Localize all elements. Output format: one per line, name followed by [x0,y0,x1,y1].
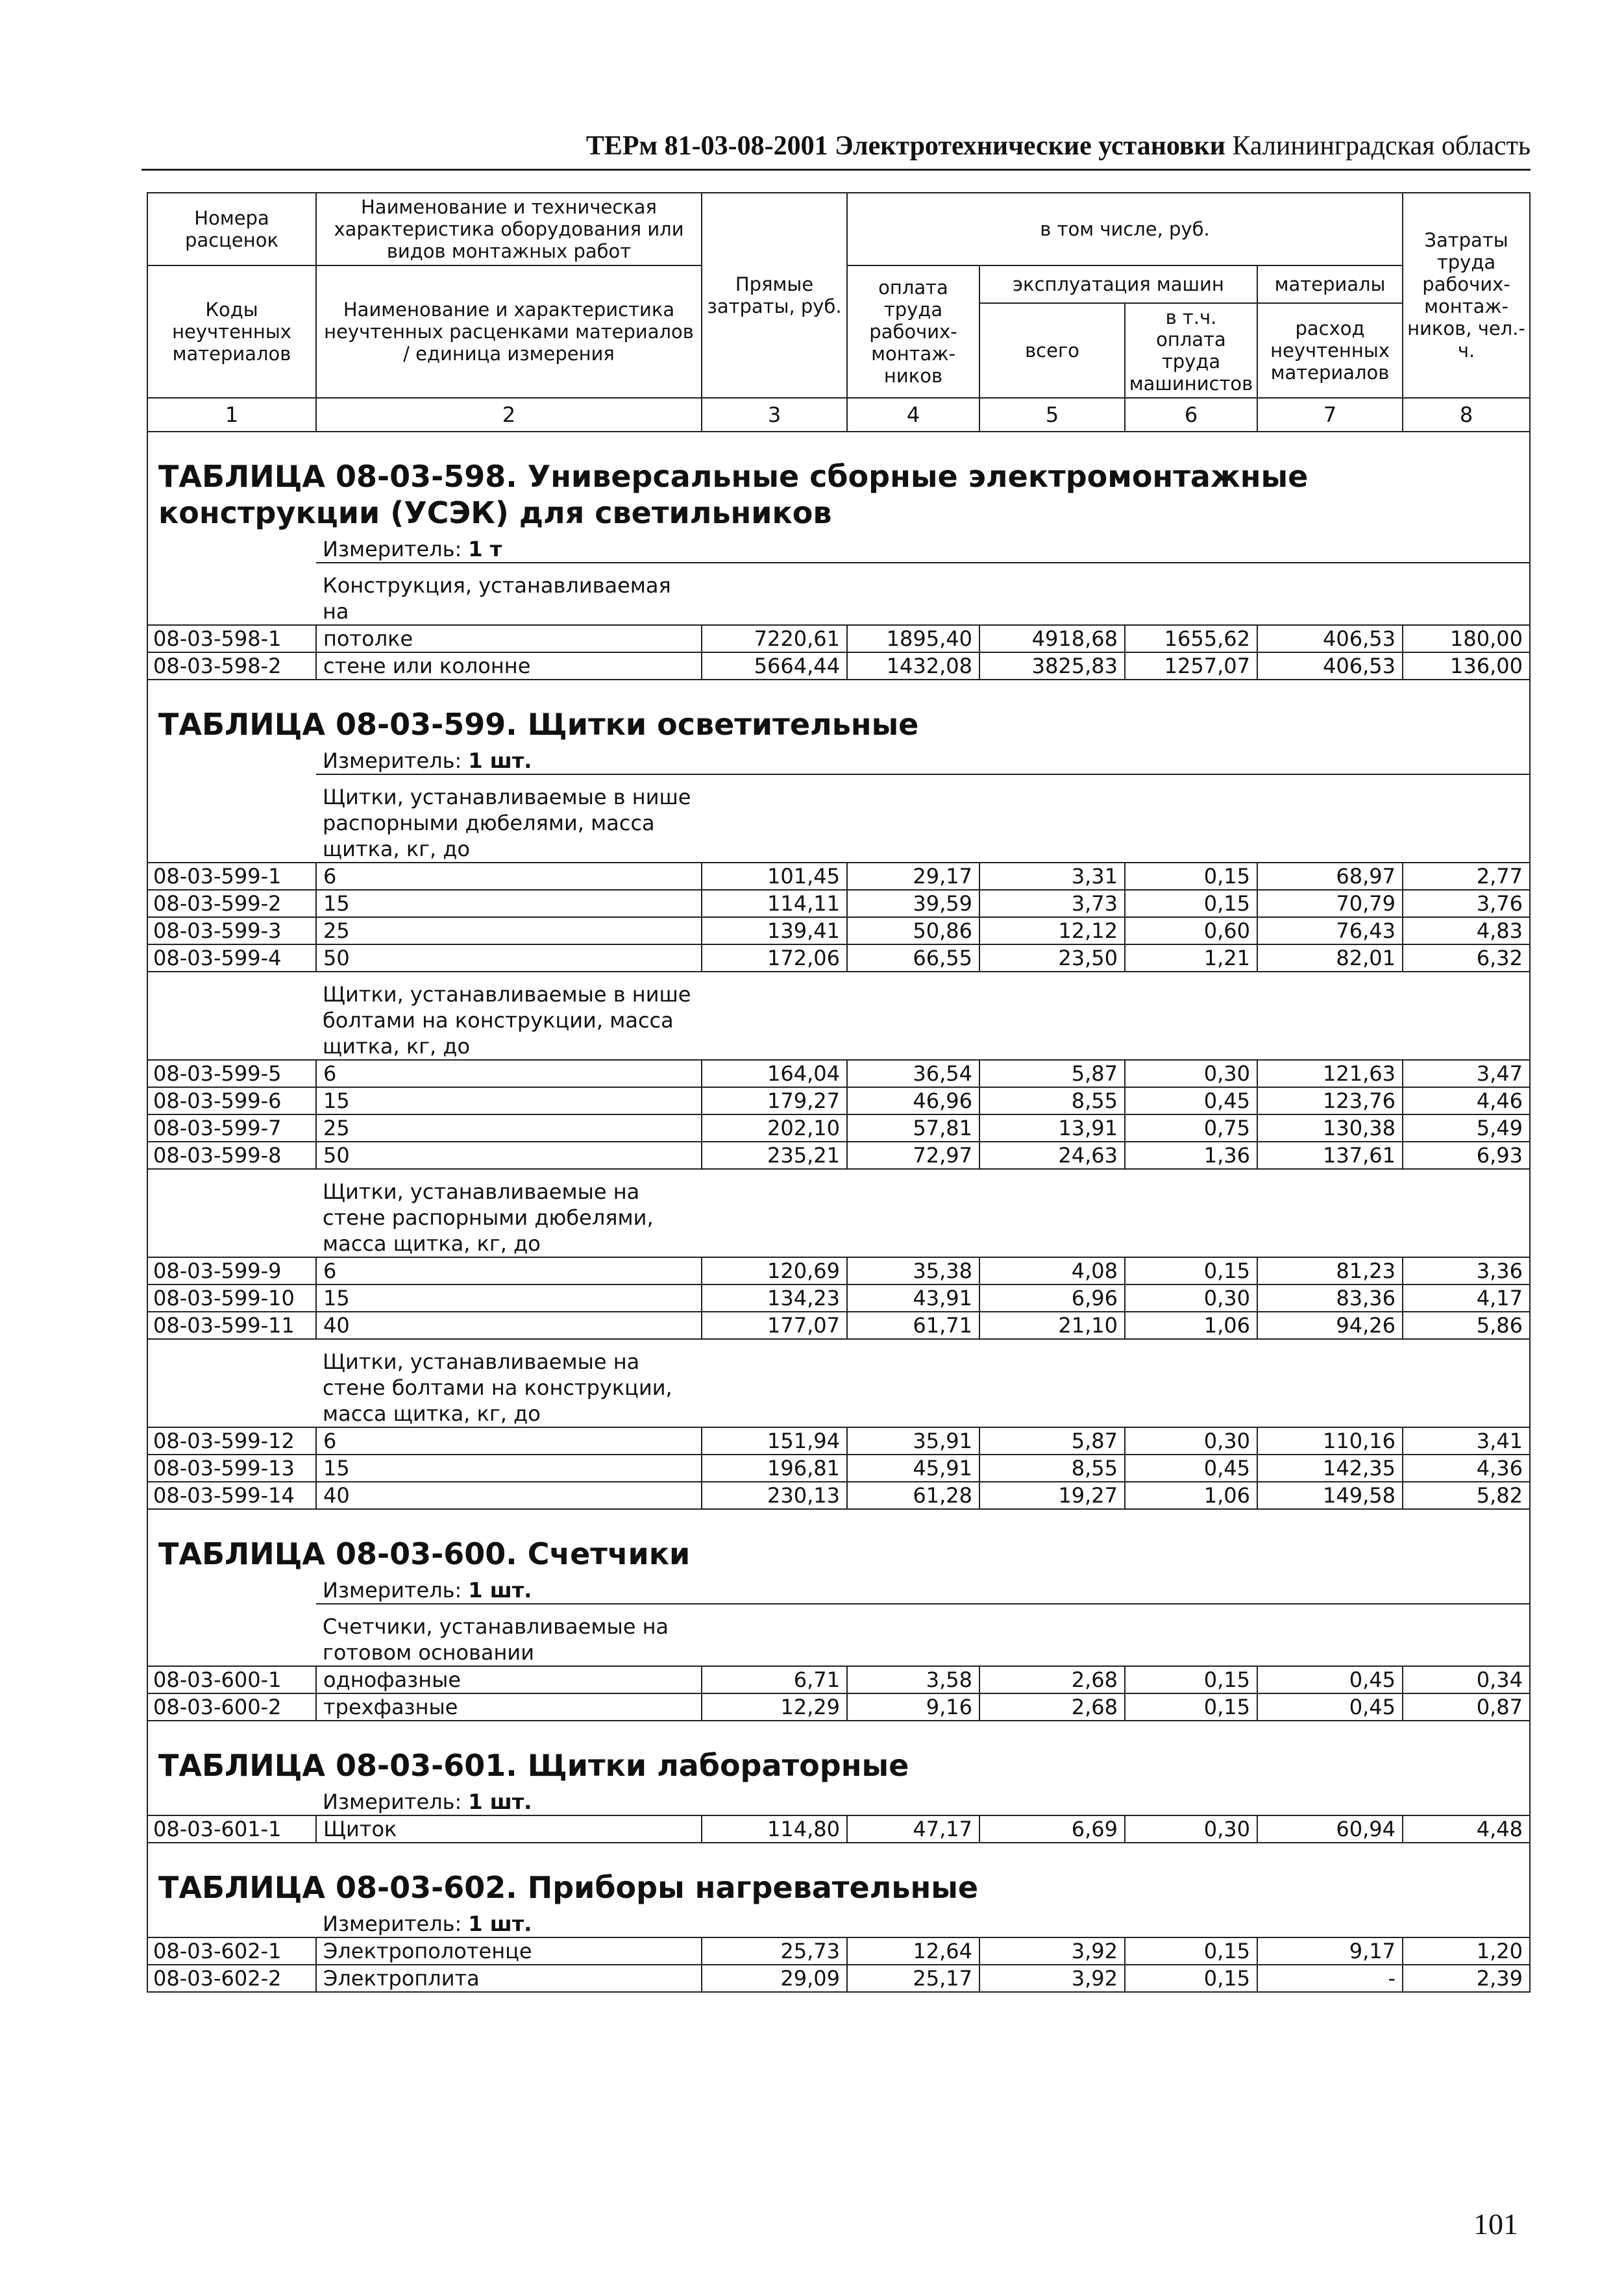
measure-row [147,1789,1530,1815]
section-title-row [147,1843,1530,1911]
col-wages-header: оплата труда рабочих-монтаж-ников [847,265,979,398]
worker-wages: 1432,08 [847,652,979,680]
labor-hours: 5,86 [1403,1312,1530,1339]
labor-hours: 4,36 [1403,1455,1530,1482]
direct-costs: 139,41 [702,917,847,944]
labor-hours: 3,36 [1403,1257,1530,1284]
rate-code: 08-03-599-10 [147,1284,316,1312]
rate-code: 08-03-599-6 [147,1087,316,1114]
measure-label: Измеритель: [323,1789,462,1814]
col-number: 3 [702,398,847,432]
col-machinists-wages-header: в т.ч. оплата труда машинистов [1125,303,1257,398]
measure-cell [316,1911,1530,1937]
col-number: 4 [847,398,979,432]
labor-hours: 180,00 [1403,625,1530,652]
item-name: 6 [316,1427,702,1455]
rate-code: 08-03-598-2 [147,652,316,680]
material-use: 137,61 [1257,1142,1403,1169]
table-row [147,1257,1530,1284]
direct-costs: 151,94 [702,1427,847,1455]
direct-costs: 120,69 [702,1257,847,1284]
worker-wages: 66,55 [847,944,979,972]
direct-costs: 196,81 [702,1455,847,1482]
machines-total: 8,55 [979,1087,1125,1114]
item-name: 50 [316,944,702,972]
item-name: 6 [316,1060,702,1087]
section-title-row [147,432,1530,536]
column-numbers-row [147,398,1530,432]
table-row [147,863,1530,890]
rate-code: 08-03-599-5 [147,1060,316,1087]
material-use: 83,36 [1257,1284,1403,1312]
item-name: 15 [316,1284,702,1312]
machinist-wages: 1,21 [1125,944,1257,972]
item-name: 6 [316,1257,702,1284]
item-name: 25 [316,917,702,944]
labor-hours: 6,93 [1403,1142,1530,1169]
rate-code: 08-03-599-3 [147,917,316,944]
table-row [147,1142,1530,1169]
header-region: Калининградская область [1232,131,1531,161]
desc-spacer [702,774,1530,863]
table-row [147,944,1530,972]
labor-hours: 4,48 [1403,1815,1530,1843]
col-number: 2 [316,398,702,432]
worker-wages: 29,17 [847,863,979,890]
machines-total: 13,91 [979,1114,1125,1142]
item-name: потолке [316,625,702,652]
direct-costs: 114,11 [702,890,847,917]
worker-wages: 57,81 [847,1114,979,1142]
table-row [147,1937,1530,1965]
measure-spacer [147,1789,316,1815]
desc-spacer [702,563,1530,625]
group-description: Щитки, устанавливаемые в нише болтами на конструкции, масса щитка, кг, до [316,972,702,1060]
measure-row [147,536,1530,563]
col-name-header: Наименование и техническая характеристика оборудования или видов монтажных работ [316,193,702,265]
running-header [141,130,1531,171]
worker-wages: 50,86 [847,917,979,944]
measure-value: 1 шт. [468,1789,532,1814]
worker-wages: 9,16 [847,1693,979,1721]
col-material-codes-header: Коды неучтенных материалов [147,265,316,398]
machines-total: 6,69 [979,1815,1125,1843]
col-materials-header: материалы [1257,265,1403,303]
col-machines-header: эксплуатация машин [979,265,1257,303]
machinist-wages: 0,15 [1125,1965,1257,1992]
worker-wages: 39,59 [847,890,979,917]
table-row [147,1427,1530,1455]
table-body [147,432,1530,1992]
worker-wages: 35,91 [847,1427,979,1455]
section-title: ТАБЛИЦА 08-03-598. Универсальные сборные электромонтажные конструкции (УСЭК) для светильников [147,432,1530,536]
direct-costs: 7220,61 [702,625,847,652]
direct-costs: 164,04 [702,1060,847,1087]
col-number: 5 [979,398,1125,432]
material-use: 70,79 [1257,890,1403,917]
rate-code: 08-03-599-14 [147,1482,316,1509]
material-use: 149,58 [1257,1482,1403,1509]
direct-costs: 230,13 [702,1482,847,1509]
item-name: однофазные [316,1666,702,1693]
table-row [147,890,1530,917]
worker-wages: 12,64 [847,1937,979,1965]
desc-spacer [702,1169,1530,1257]
machines-total: 4918,68 [979,625,1125,652]
labor-hours: 5,49 [1403,1114,1530,1142]
measure-value: 1 т [468,537,502,561]
rate-code: 08-03-600-1 [147,1666,316,1693]
group-description-row [147,1604,1530,1666]
measure-cell [316,1789,1530,1815]
section-title: ТАБЛИЦА 08-03-599. Щитки осветительные [147,680,1530,748]
desc-spacer [702,972,1530,1060]
group-description-row [147,972,1530,1060]
machinist-wages: 0,15 [1125,890,1257,917]
direct-costs: 5664,44 [702,652,847,680]
worker-wages: 45,91 [847,1455,979,1482]
direct-costs: 29,09 [702,1965,847,1992]
group-description: Щитки, устанавливаемые на стене распорными дюбелями, масса щитка, кг, до [316,1169,702,1257]
col-codes-header: Номера расценок [147,193,316,265]
machinist-wages: 1257,07 [1125,652,1257,680]
worker-wages: 43,91 [847,1284,979,1312]
worker-wages: 61,28 [847,1482,979,1509]
group-description-row [147,774,1530,863]
rate-code: 08-03-601-1 [147,1815,316,1843]
rate-code: 08-03-599-9 [147,1257,316,1284]
machines-total: 5,87 [979,1060,1125,1087]
desc-spacer [147,972,316,1060]
rate-code: 08-03-599-1 [147,863,316,890]
machinist-wages: 0,30 [1125,1815,1257,1843]
rate-code: 08-03-599-13 [147,1455,316,1482]
machinist-wages: 0,15 [1125,1257,1257,1284]
direct-costs: 177,07 [702,1312,847,1339]
section-title-row [147,680,1530,748]
desc-spacer [147,1169,316,1257]
direct-costs: 101,45 [702,863,847,890]
rate-code: 08-03-599-7 [147,1114,316,1142]
machinist-wages: 0,60 [1125,917,1257,944]
rate-code: 08-03-599-12 [147,1427,316,1455]
measure-row [147,1577,1530,1604]
direct-costs: 12,29 [702,1693,847,1721]
item-name: Электрополотенце [316,1937,702,1965]
machines-total: 8,55 [979,1455,1125,1482]
col-number: 6 [1125,398,1257,432]
desc-spacer [147,774,316,863]
table-row [147,1114,1530,1142]
col-group-header: в том числе, руб. [847,193,1403,265]
rate-code: 08-03-602-2 [147,1965,316,1992]
machinist-wages: 0,45 [1125,1455,1257,1482]
machines-total: 2,68 [979,1693,1125,1721]
item-name: 40 [316,1482,702,1509]
section-title: ТАБЛИЦА 08-03-602. Приборы нагревательные [147,1843,1530,1911]
measure-label: Измеритель: [323,1578,462,1603]
item-name: Электроплита [316,1965,702,1992]
machinist-wages: 0,15 [1125,1693,1257,1721]
labor-hours: 136,00 [1403,652,1530,680]
measure-label: Измеритель: [323,1911,462,1936]
item-name: 50 [316,1142,702,1169]
labor-hours: 0,34 [1403,1666,1530,1693]
table-row [147,1666,1530,1693]
direct-costs: 179,27 [702,1087,847,1114]
measure-row [147,1911,1530,1937]
measure-spacer [147,1911,316,1937]
labor-hours: 4,83 [1403,917,1530,944]
machinist-wages: 1,36 [1125,1142,1257,1169]
worker-wages: 3,58 [847,1666,979,1693]
rates-table [147,192,1531,1993]
rate-code: 08-03-599-4 [147,944,316,972]
machines-total: 21,10 [979,1312,1125,1339]
table-head [147,193,1530,432]
rate-code: 08-03-599-8 [147,1142,316,1169]
labor-hours: 1,20 [1403,1937,1530,1965]
measure-cell [316,536,1530,563]
group-description: Щитки, устанавливаемые в нише распорными дюбелями, масса щитка, кг, до [316,774,702,863]
item-name: стене или колонне [316,652,702,680]
worker-wages: 72,97 [847,1142,979,1169]
col-material-name-header: Наименование и характеристика неучтенных расценками материалов / единица измерения [316,265,702,398]
machinist-wages: 0,75 [1125,1114,1257,1142]
material-use: 406,53 [1257,652,1403,680]
rate-code: 08-03-599-11 [147,1312,316,1339]
machinist-wages: 1,06 [1125,1482,1257,1509]
table-row [147,1482,1530,1509]
labor-hours: 3,47 [1403,1060,1530,1087]
col-number: 8 [1403,398,1530,432]
item-name: трехфазные [316,1693,702,1721]
measure-label: Измеритель: [323,748,462,773]
item-name: 40 [316,1312,702,1339]
labor-hours: 2,77 [1403,863,1530,890]
direct-costs: 202,10 [702,1114,847,1142]
labor-hours: 3,76 [1403,890,1530,917]
col-labor-header: Затраты труда рабочих-монтаж-ников, чел.-ч. [1403,193,1530,398]
material-use: 406,53 [1257,625,1403,652]
machines-total: 6,96 [979,1284,1125,1312]
material-use: - [1257,1965,1403,1992]
machines-total: 12,12 [979,917,1125,944]
rate-code: 08-03-599-2 [147,890,316,917]
desc-spacer [702,1339,1530,1427]
worker-wages: 25,17 [847,1965,979,1992]
machines-total: 3,31 [979,863,1125,890]
machinist-wages: 0,15 [1125,1666,1257,1693]
group-description-row [147,1169,1530,1257]
measure-cell [316,748,1530,774]
machines-total: 5,87 [979,1427,1125,1455]
group-description: Счетчики, устанавливаемые на готовом основании [316,1604,702,1666]
item-name: 15 [316,1087,702,1114]
labor-hours: 0,87 [1403,1693,1530,1721]
machines-total: 3825,83 [979,652,1125,680]
group-description: Щитки, устанавливаемые на стене болтами на конструкции, масса щитка, кг, до [316,1339,702,1427]
desc-spacer [702,1604,1530,1666]
group-description: Конструкция, устанавливаемая на [316,563,702,625]
table-row [147,1060,1530,1087]
header-title: ТЕРм 81-03-08-2001 Электротехнические установки [585,131,1225,161]
col-number: 7 [1257,398,1403,432]
labor-hours: 5,82 [1403,1482,1530,1509]
machinist-wages: 0,30 [1125,1060,1257,1087]
material-use: 94,26 [1257,1312,1403,1339]
table-row [147,1693,1530,1721]
labor-hours: 2,39 [1403,1965,1530,1992]
machinist-wages: 0,45 [1125,1087,1257,1114]
material-use: 130,38 [1257,1114,1403,1142]
material-use: 9,17 [1257,1937,1403,1965]
col-number: 1 [147,398,316,432]
section-title: ТАБЛИЦА 08-03-601. Щитки лабораторные [147,1721,1530,1789]
machinist-wages: 0,30 [1125,1284,1257,1312]
measure-row [147,748,1530,774]
rate-code: 08-03-600-2 [147,1693,316,1721]
item-name: 15 [316,890,702,917]
material-use: 81,23 [1257,1257,1403,1284]
table-row [147,1455,1530,1482]
machinist-wages: 1655,62 [1125,625,1257,652]
measure-value: 1 шт. [468,748,532,773]
material-use: 76,43 [1257,917,1403,944]
item-name: 6 [316,863,702,890]
machines-total: 2,68 [979,1666,1125,1693]
material-use: 110,16 [1257,1427,1403,1455]
machinist-wages: 1,06 [1125,1312,1257,1339]
table-row [147,1312,1530,1339]
machines-total: 19,27 [979,1482,1125,1509]
machines-total: 3,92 [979,1937,1125,1965]
desc-spacer [147,563,316,625]
material-use: 121,63 [1257,1060,1403,1087]
measure-label: Измеритель: [323,537,462,561]
direct-costs: 134,23 [702,1284,847,1312]
material-use: 82,01 [1257,944,1403,972]
material-use: 123,76 [1257,1087,1403,1114]
rate-code: 08-03-598-1 [147,625,316,652]
group-description-row [147,1339,1530,1427]
desc-spacer [147,1604,316,1666]
section-title: ТАБЛИЦА 08-03-600. Счетчики [147,1509,1530,1577]
worker-wages: 61,71 [847,1312,979,1339]
worker-wages: 1895,40 [847,625,979,652]
worker-wages: 36,54 [847,1060,979,1087]
table-row [147,1087,1530,1114]
direct-costs: 172,06 [702,944,847,972]
machinist-wages: 0,15 [1125,1937,1257,1965]
labor-hours: 6,32 [1403,944,1530,972]
machines-total: 3,92 [979,1965,1125,1992]
labor-hours: 4,46 [1403,1087,1530,1114]
machinist-wages: 0,15 [1125,863,1257,890]
worker-wages: 47,17 [847,1815,979,1843]
rate-code: 08-03-602-1 [147,1937,316,1965]
direct-costs: 114,80 [702,1815,847,1843]
item-name: 15 [316,1455,702,1482]
col-material-use-header: расход неучтенных материалов [1257,303,1403,398]
measure-cell [316,1577,1530,1604]
table-row [147,652,1530,680]
col-machines-total-header: всего [979,303,1125,398]
table-row [147,1815,1530,1843]
table-row [147,1965,1530,1992]
worker-wages: 35,38 [847,1257,979,1284]
table-row [147,1284,1530,1312]
worker-wages: 46,96 [847,1087,979,1114]
direct-costs: 6,71 [702,1666,847,1693]
machines-total: 23,50 [979,944,1125,972]
machines-total: 24,63 [979,1142,1125,1169]
machines-total: 3,73 [979,890,1125,917]
direct-costs: 25,73 [702,1937,847,1965]
table-row [147,917,1530,944]
section-title-row [147,1509,1530,1577]
table-row [147,625,1530,652]
col-direct-costs-header: Прямые затраты, руб. [702,193,847,398]
measure-spacer [147,748,316,774]
material-use: 60,94 [1257,1815,1403,1843]
material-use: 0,45 [1257,1666,1403,1693]
measure-value: 1 шт. [468,1578,532,1603]
measure-spacer [147,1577,316,1604]
labor-hours: 4,17 [1403,1284,1530,1312]
machines-total: 4,08 [979,1257,1125,1284]
section-title-row [147,1721,1530,1789]
desc-spacer [147,1339,316,1427]
material-use: 142,35 [1257,1455,1403,1482]
direct-costs: 235,21 [702,1142,847,1169]
material-use: 68,97 [1257,863,1403,890]
page-number: 101 [1473,2207,1518,2241]
measure-value: 1 шт. [468,1911,532,1936]
material-use: 0,45 [1257,1693,1403,1721]
measure-spacer [147,536,316,563]
machinist-wages: 0,30 [1125,1427,1257,1455]
group-description-row [147,563,1530,625]
labor-hours: 3,41 [1403,1427,1530,1455]
item-name: Щиток [316,1815,702,1843]
item-name: 25 [316,1114,702,1142]
